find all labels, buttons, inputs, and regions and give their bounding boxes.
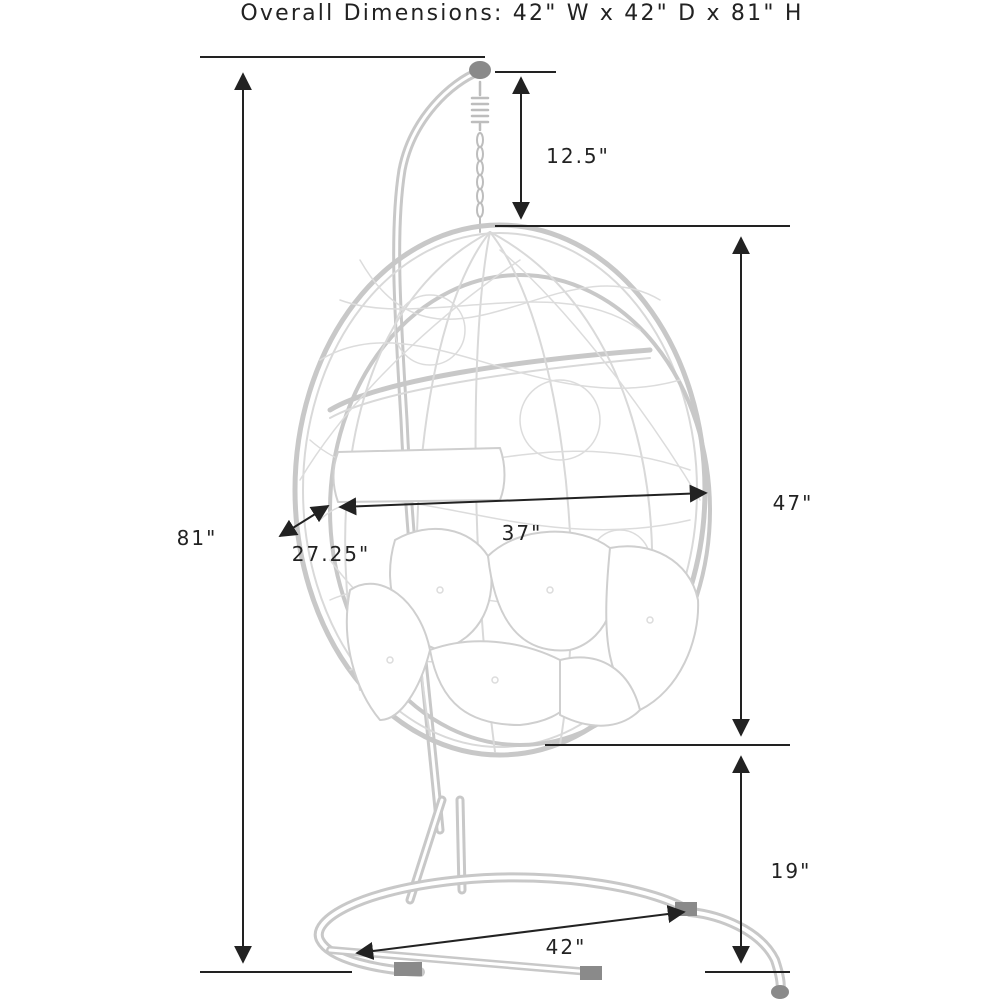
- seat-cushion: [347, 529, 698, 726]
- dimension-lines: [200, 57, 790, 972]
- lumbar-pillow: [334, 448, 505, 502]
- foot-cap: [675, 902, 697, 916]
- base-width-label: 42": [545, 935, 587, 959]
- overall-height-label: 81": [176, 526, 218, 550]
- seat-height-label: 19": [770, 859, 812, 883]
- top-cap: [469, 61, 491, 79]
- foot-cap: [771, 985, 789, 999]
- base-width-line: [357, 912, 684, 953]
- foot-cap: [580, 966, 602, 980]
- basket-height-label: 47": [772, 491, 814, 515]
- chain-length-label: 12.5": [546, 144, 610, 168]
- spring: [472, 82, 488, 130]
- page-title: Overall Dimensions: 42" W x 42" D x 81" H: [240, 1, 804, 26]
- chain: [477, 133, 483, 232]
- basket-width-label: 37": [501, 521, 543, 545]
- basket-depth-label: 27.25": [291, 542, 371, 566]
- foot-cap: [394, 962, 422, 976]
